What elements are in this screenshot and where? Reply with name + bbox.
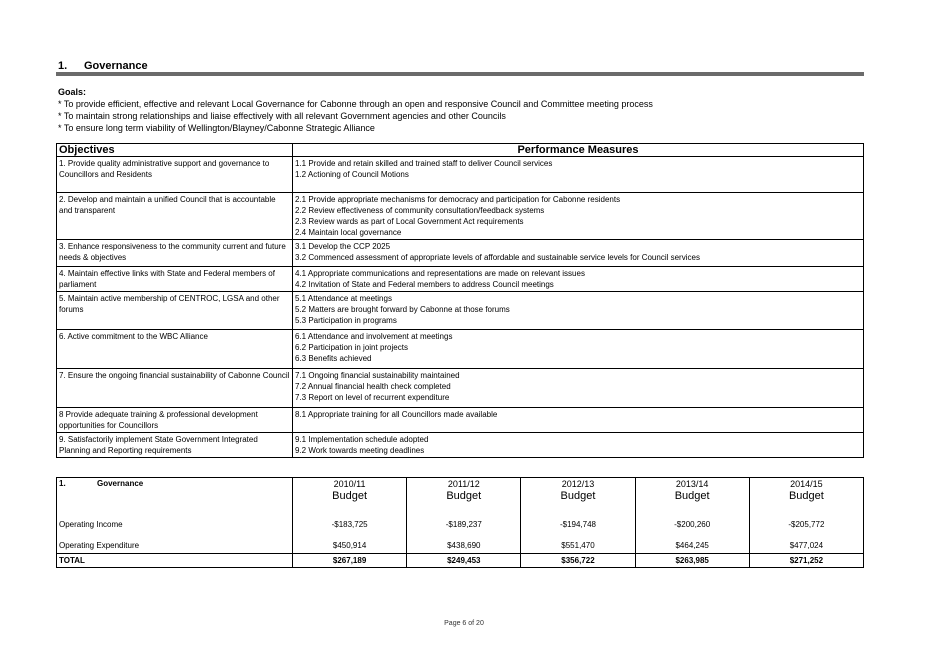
measure-item: 2.4 Maintain local governance bbox=[295, 228, 402, 237]
goals-block bbox=[58, 86, 653, 134]
table-row bbox=[57, 408, 864, 433]
section-number: 1. bbox=[58, 60, 68, 72]
total-value: $267,189 bbox=[293, 554, 407, 568]
measure-item: 7.2 Annual financial health check completed bbox=[295, 382, 451, 391]
value-cell: $477,024 bbox=[749, 532, 863, 554]
value-cell: $450,914 bbox=[293, 532, 407, 554]
measures-cell bbox=[293, 408, 864, 433]
total-value: $263,985 bbox=[635, 554, 749, 568]
budget-label: Budget bbox=[560, 490, 596, 502]
goal-item: * To ensure long term viability of Wellington/Blayney/Cabonne Strategic Alliance bbox=[58, 123, 375, 133]
measure-item: 2.1 Provide appropriate mechanisms for democracy and participation for Cabonne residents bbox=[295, 195, 621, 204]
measure-item: 3.1 Develop the CCP 2025 bbox=[295, 242, 391, 251]
value-cell: -$205,772 bbox=[749, 508, 863, 532]
section-title-rule bbox=[56, 72, 864, 76]
measures-cell bbox=[293, 292, 864, 330]
table-row bbox=[57, 267, 864, 292]
objective-cell: 9. Satisfactorily implement State Government Integrated Planning and Reporting requirements bbox=[57, 433, 293, 458]
measure-item: 5.1 Attendance at meetings bbox=[295, 294, 392, 303]
total-row bbox=[57, 554, 864, 568]
measure-item: 6.1 Attendance and involvement at meetings bbox=[295, 332, 453, 341]
year-header bbox=[293, 478, 407, 508]
measures-cell bbox=[293, 267, 864, 292]
measures-cell bbox=[293, 157, 864, 193]
value-cell: -$194,748 bbox=[521, 508, 635, 532]
objective-cell: 3. Enhance responsiveness to the community current and future needs & objectives bbox=[57, 240, 293, 267]
measure-item: 1.2 Actioning of Council Motions bbox=[295, 170, 409, 179]
goal-item: * To provide efficient, effective and relevant Local Governance for Cabonne through an open and responsive Council and Committee meeting process bbox=[58, 99, 653, 109]
budget-section-number: 1. bbox=[59, 479, 66, 488]
objectives-header: Objectives bbox=[57, 144, 293, 157]
objective-cell: 2. Develop and maintain a unified Council that is accountable and transparent bbox=[57, 193, 293, 240]
measure-item: 3.2 Commenced assessment of appropriate levels of affordable and sustainable service levels for Council services bbox=[295, 253, 700, 262]
measure-item: 9.1 Implementation schedule adopted bbox=[295, 435, 429, 444]
table-row bbox=[57, 292, 864, 330]
budget-label: Budget bbox=[332, 490, 368, 502]
measure-item: 7.1 Ongoing financial sustainability maintained bbox=[295, 371, 460, 380]
value-cell: $438,690 bbox=[407, 532, 521, 554]
objectives-table bbox=[56, 143, 864, 458]
table-row bbox=[57, 240, 864, 267]
year-header bbox=[521, 478, 635, 508]
budget-section-title: Governance bbox=[97, 479, 144, 488]
objective-cell: 6. Active commitment to the WBC Alliance bbox=[57, 330, 293, 369]
section-title bbox=[58, 60, 148, 72]
total-value: $356,722 bbox=[521, 554, 635, 568]
goal-item: * To maintain strong relationships and liaise effectively with all relevant Government agencies and other Councils bbox=[58, 111, 506, 121]
budget-header-row bbox=[57, 478, 864, 508]
objective-cell: 8 Provide adequate training & professional development opportunities for Councillors bbox=[57, 408, 293, 433]
measures-cell bbox=[293, 240, 864, 267]
year-label: 2012/13 bbox=[561, 479, 595, 489]
table-row bbox=[57, 193, 864, 240]
measure-item: 7.3 Report on level of recurrent expenditure bbox=[295, 393, 450, 402]
table-row bbox=[57, 433, 864, 458]
measure-item: 6.2 Participation in joint projects bbox=[295, 343, 408, 352]
measure-item: 5.2 Matters are brought forward by Cabonne at those forums bbox=[295, 305, 510, 314]
objective-cell: 4. Maintain effective links with State and Federal members of parliament bbox=[57, 267, 293, 292]
budget-label: Budget bbox=[446, 490, 482, 502]
objective-cell: 1. Provide quality administrative support and governance to Councillors and Residents bbox=[57, 157, 293, 193]
measure-item: 5.3 Participation in programs bbox=[295, 316, 397, 325]
measure-item: 6.3 Benefits achieved bbox=[295, 354, 372, 363]
objective-cell: 7. Ensure the ongoing financial sustainability of Cabonne Council bbox=[57, 369, 293, 408]
measure-item: 8.1 Appropriate training for all Councillors made available bbox=[295, 410, 498, 419]
total-label: TOTAL bbox=[57, 554, 293, 568]
objectives-header-row bbox=[57, 144, 864, 157]
section-title-text: Governance bbox=[84, 60, 148, 72]
budget-label: Budget bbox=[788, 490, 824, 502]
measures-cell bbox=[293, 433, 864, 458]
year-header bbox=[407, 478, 521, 508]
year-header bbox=[749, 478, 863, 508]
total-value: $271,252 bbox=[749, 554, 863, 568]
value-cell: -$200,260 bbox=[635, 508, 749, 532]
value-cell: $551,470 bbox=[521, 532, 635, 554]
measures-header: Performance Measures bbox=[293, 144, 864, 157]
year-label: 2011/12 bbox=[447, 479, 480, 489]
measures-cell bbox=[293, 330, 864, 369]
page-footer: Page 6 of 20 bbox=[444, 620, 484, 627]
measure-item: 2.2 Review effectiveness of community consultation/feedback systems bbox=[295, 206, 545, 215]
budget-section-heading bbox=[57, 478, 293, 508]
value-cell: $464,245 bbox=[635, 532, 749, 554]
measures-cell bbox=[293, 193, 864, 240]
measures-cell bbox=[293, 369, 864, 408]
value-cell: -$189,237 bbox=[407, 508, 521, 532]
table-row bbox=[57, 157, 864, 193]
measure-item: 2.3 Review wards as part of Local Government Act requirements bbox=[295, 217, 524, 226]
measure-item: 4.2 Invitation of State and Federal members to address Council meetings bbox=[295, 280, 554, 289]
measure-item: 1.1 Provide and retain skilled and trained staff to deliver Council services bbox=[295, 159, 553, 168]
row-label: Operating Expenditure bbox=[57, 532, 293, 554]
year-header bbox=[635, 478, 749, 508]
year-label: 2010/11 bbox=[333, 479, 366, 489]
table-row bbox=[57, 369, 864, 408]
row-label: Operating Income bbox=[57, 508, 293, 532]
measure-item: 9.2 Work towards meeting deadlines bbox=[295, 446, 425, 455]
budget-label: Budget bbox=[674, 490, 710, 502]
value-cell: -$183,725 bbox=[293, 508, 407, 532]
objective-cell: 5. Maintain active membership of CENTROC, LGSA and other forums bbox=[57, 292, 293, 330]
total-value: $249,453 bbox=[407, 554, 521, 568]
measure-item: 4.1 Appropriate communications and representations are made on relevant issues bbox=[295, 269, 585, 278]
table-row bbox=[57, 508, 864, 532]
goals-heading: Goals: bbox=[58, 87, 87, 97]
year-label: 2013/14 bbox=[675, 479, 709, 489]
table-row bbox=[57, 532, 864, 554]
table-row bbox=[57, 330, 864, 369]
budget-table bbox=[56, 477, 864, 568]
year-label: 2014/15 bbox=[790, 479, 823, 489]
